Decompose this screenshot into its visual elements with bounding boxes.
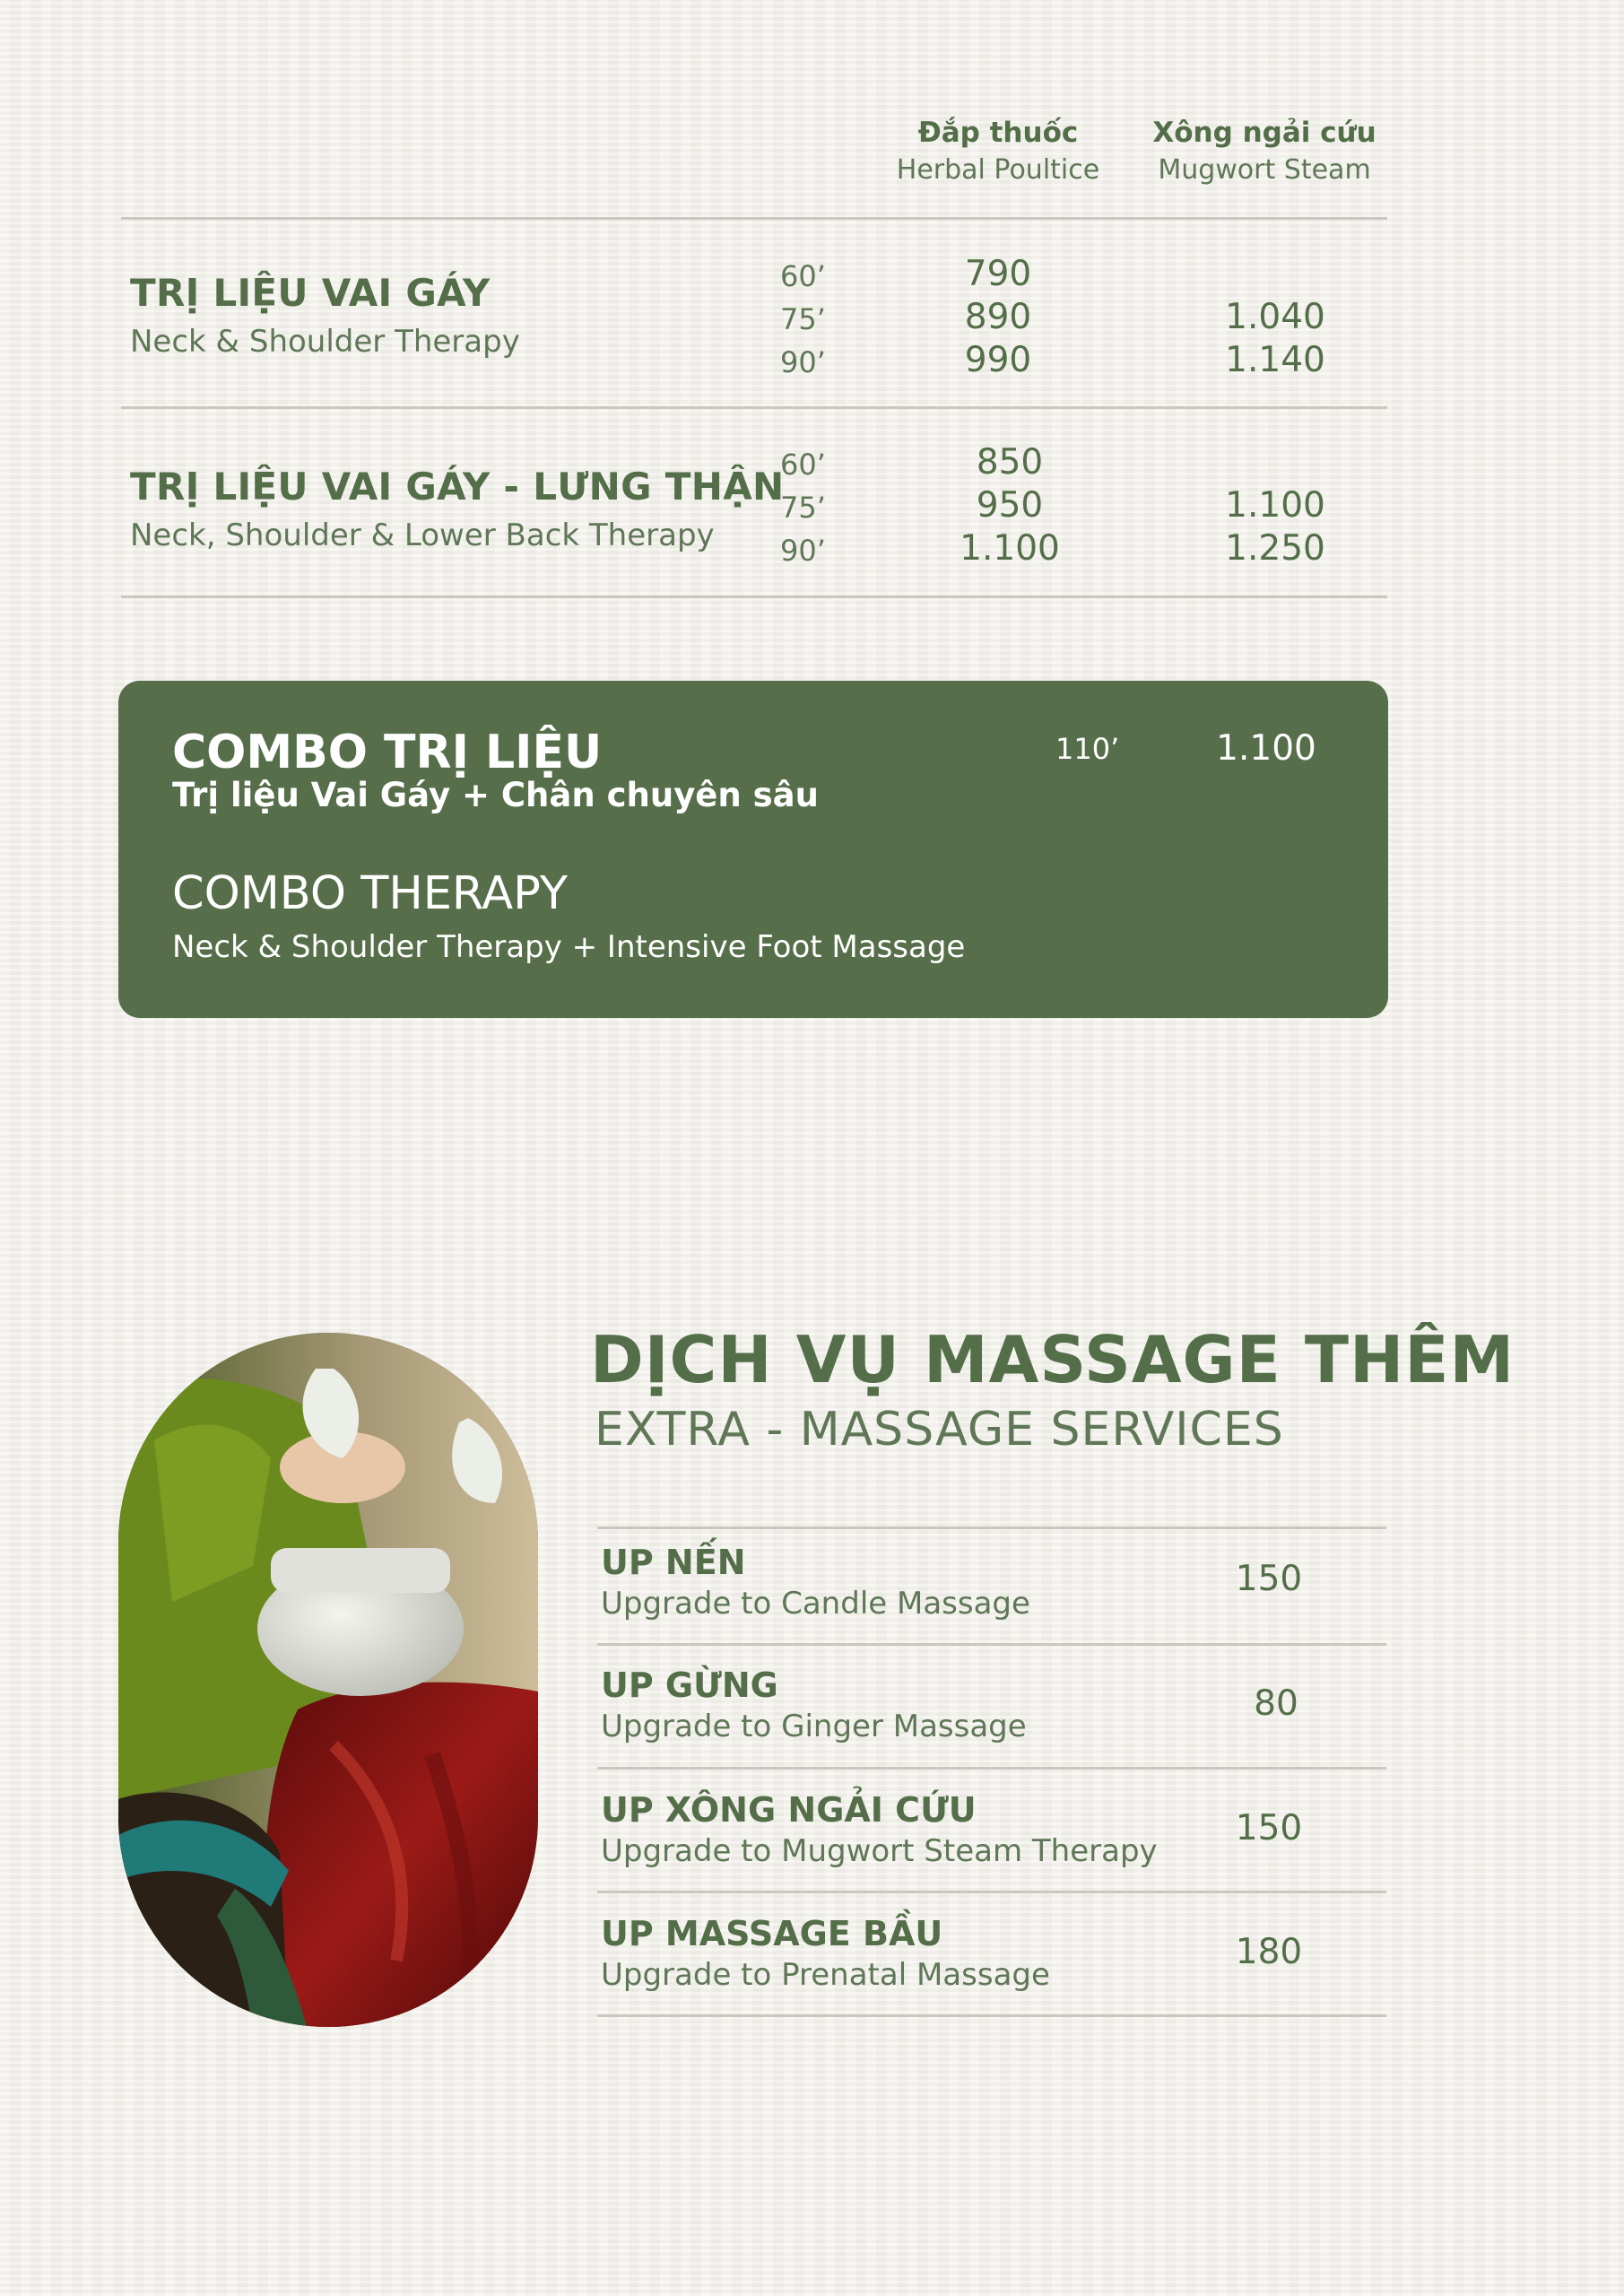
extra-services-title-vn: DỊCH VỤ MASSAGE THÊM [590, 1322, 1515, 1397]
price: 1.100 [1225, 485, 1325, 526]
extra-item-name-en: Upgrade to Mugwort Steam Therapy [601, 1833, 1158, 1869]
duration: 90’ [780, 345, 826, 379]
duration: 60’ [780, 448, 826, 482]
combo-therapy-box [118, 681, 1388, 1018]
service-name-vn: TRỊ LIỆU VAI GÁY - LƯNG THẬN [130, 465, 785, 509]
combo-title-vn: COMBO TRỊ LIỆU [172, 726, 603, 779]
extra-item-name-en: Upgrade to Prenatal Massage [601, 1957, 1050, 1993]
duration: 90’ [780, 534, 826, 568]
combo-desc-vn: Trị liệu Vai Gáy + Chân chuyên sâu [172, 776, 819, 814]
extra-item [601, 1665, 1027, 1744]
spa-treatment-photo [118, 1333, 538, 2027]
duration: 75’ [780, 491, 826, 525]
divider [121, 596, 1387, 598]
column-header-herbal-poultice [855, 117, 1142, 186]
divider [597, 2014, 1386, 2017]
price [1185, 253, 1365, 296]
extra-item [601, 1790, 1158, 1869]
price: 850 [976, 442, 1044, 483]
extra-item [601, 1543, 1030, 1622]
duration: 60’ [780, 259, 826, 293]
combo-desc-en: Neck & Shoulder Therapy + Intensive Foot Massage [172, 929, 966, 965]
extra-item-name-vn: UP XÔNG NGẢI CỨU [601, 1790, 977, 1830]
duration-list [780, 443, 852, 572]
extra-item-price: 150 [1235, 1808, 1303, 1848]
service-name-vn: TRỊ LIỆU VAI GÁY [130, 271, 491, 315]
poultice-prices [908, 253, 1088, 382]
extra-services-title-en: EXTRA - MASSAGE SERVICES [595, 1403, 1284, 1457]
extra-item-name-vn: UP NẾN [601, 1543, 746, 1582]
column-header-vn: Xông ngải cứu [1152, 117, 1376, 149]
column-header-vn: Đắp thuốc [917, 117, 1079, 149]
extra-item-price: 80 [1254, 1683, 1298, 1724]
photo-illustration [118, 1333, 538, 2027]
divider [121, 406, 1387, 409]
price: 1.250 [1225, 528, 1325, 569]
combo-title-en: COMBO THERAPY [172, 867, 568, 920]
extra-item-name-vn: UP MASSAGE BẦU [601, 1914, 943, 1953]
divider [597, 1767, 1386, 1770]
mugwort-prices [1185, 253, 1365, 382]
column-header-mugwort-steam [1121, 117, 1408, 186]
divider [597, 1643, 1386, 1646]
extra-item-name-en: Upgrade to Candle Massage [601, 1586, 1030, 1622]
mugwort-prices [1185, 441, 1365, 570]
divider [121, 217, 1387, 220]
service-row-neck-shoulder [130, 271, 520, 360]
column-header-en: Herbal Poultice [896, 154, 1100, 186]
price: 1.100 [960, 528, 1060, 569]
price: 990 [964, 340, 1032, 380]
price: 950 [976, 485, 1044, 526]
combo-price: 1.100 [1216, 728, 1316, 769]
duration-list [780, 255, 852, 384]
duration: 75’ [780, 302, 826, 336]
price [1185, 441, 1365, 484]
divider [597, 1526, 1386, 1529]
extra-item-name-en: Upgrade to Ginger Massage [601, 1709, 1027, 1744]
column-header-en: Mugwort Steam [1158, 154, 1371, 186]
price: 890 [964, 297, 1032, 337]
service-name-en: Neck, Shoulder & Lower Back Therapy [130, 517, 715, 553]
service-name-en: Neck & Shoulder Therapy [130, 324, 520, 360]
price: 1.140 [1225, 340, 1325, 380]
poultice-prices [920, 441, 1099, 570]
price: 790 [964, 254, 1032, 294]
service-row-neck-shoulder-back [130, 465, 784, 553]
extra-item-price: 180 [1235, 1932, 1303, 1972]
divider [597, 1891, 1386, 1893]
price: 1.040 [1225, 297, 1325, 337]
combo-duration: 110’ [1055, 732, 1120, 766]
extra-item [601, 1914, 1050, 1993]
extra-item-name-vn: UP GỪNG [601, 1665, 778, 1705]
extra-item-price: 150 [1235, 1559, 1303, 1599]
